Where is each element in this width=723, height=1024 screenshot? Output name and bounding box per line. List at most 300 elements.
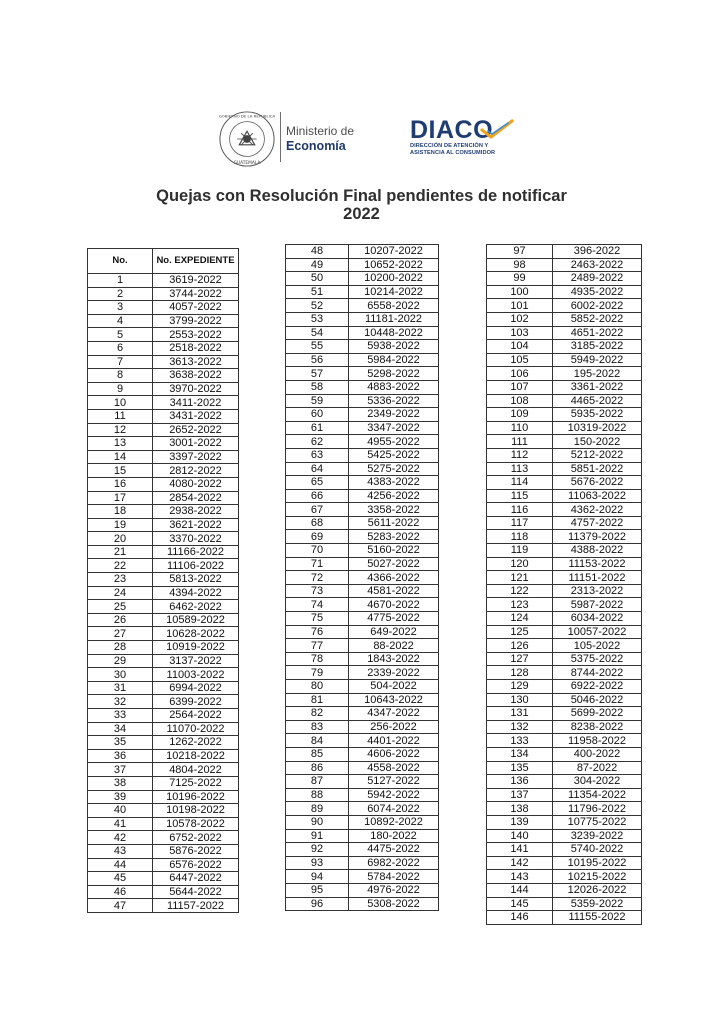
expediente-number: 10198-2022: [153, 804, 239, 818]
expediente-number: 3239-2022: [553, 829, 642, 843]
complaints-table-2: [285, 244, 439, 911]
table-row: [487, 299, 642, 313]
row-number: 70: [286, 544, 349, 558]
expediente-number: 6922-2022: [553, 680, 642, 694]
row-number: 98: [487, 258, 553, 272]
expediente-number: 11166-2022: [153, 545, 239, 559]
row-number: 77: [286, 639, 349, 653]
row-number: 134: [487, 747, 553, 761]
table-row: [487, 707, 642, 721]
expediente-number: 8744-2022: [553, 666, 642, 680]
table-row: [286, 829, 439, 843]
expediente-number: 5852-2022: [553, 312, 642, 326]
row-number: 68: [286, 516, 349, 530]
table-row: [487, 367, 642, 381]
row-number: 120: [487, 557, 553, 571]
expediente-number: 5212-2022: [553, 448, 642, 462]
table-row: [487, 775, 642, 789]
diaco-subtitle-1: DIRECCIÓN DE ATENCIÓN Y: [410, 143, 489, 149]
expediente-number: 2564-2022: [153, 709, 239, 723]
expediente-number: 3358-2022: [349, 503, 439, 517]
table-row: [88, 654, 239, 668]
table-row: [88, 341, 239, 355]
table-row: [487, 734, 642, 748]
expediente-number: 6558-2022: [349, 299, 439, 313]
row-number: 21: [88, 545, 153, 559]
row-number: 96: [286, 897, 349, 911]
expediente-number: 3638-2022: [153, 369, 239, 383]
ministry-logo: [286, 124, 354, 154]
diaco-logo: [410, 117, 520, 161]
ministry-line2: Economía: [286, 139, 346, 153]
expediente-number: 4465-2022: [553, 394, 642, 408]
row-number: 124: [487, 612, 553, 626]
expediente-number: 10643-2022: [349, 693, 439, 707]
expediente-number: 2938-2022: [153, 505, 239, 519]
table-row: [286, 747, 439, 761]
table-row: [487, 788, 642, 802]
expediente-number: 3799-2022: [153, 314, 239, 328]
table-row: [487, 489, 642, 503]
row-number: 95: [286, 883, 349, 897]
table-row: [286, 639, 439, 653]
table-row: [88, 872, 239, 886]
expediente-number: 10892-2022: [349, 815, 439, 829]
row-number: 69: [286, 530, 349, 544]
expediente-number: 4366-2022: [349, 571, 439, 585]
table-row: [88, 355, 239, 369]
expediente-number: 11796-2022: [553, 802, 642, 816]
table-row: [286, 584, 439, 598]
row-number: 100: [487, 285, 553, 299]
expediente-number: 10218-2022: [153, 749, 239, 763]
row-number: 61: [286, 421, 349, 435]
table-row: [88, 477, 239, 491]
row-number: 57: [286, 367, 349, 381]
expediente-number: 11153-2022: [553, 557, 642, 571]
table-row: [88, 627, 239, 641]
table-row: [88, 804, 239, 818]
table-row: [88, 437, 239, 451]
table-row: [88, 369, 239, 383]
expediente-number: 3411-2022: [153, 396, 239, 410]
row-number: 102: [487, 312, 553, 326]
expediente-number: 3621-2022: [153, 518, 239, 532]
svg-text:GUATEMALA: GUATEMALA: [233, 161, 261, 167]
expediente-number: 5938-2022: [349, 340, 439, 354]
row-number: 99: [487, 272, 553, 286]
expediente-number: 4757-2022: [553, 516, 642, 530]
expediente-number: 5283-2022: [349, 530, 439, 544]
row-number: 56: [286, 353, 349, 367]
expediente-number: 4383-2022: [349, 476, 439, 490]
expediente-number: 3185-2022: [553, 340, 642, 354]
table-row: [487, 557, 642, 571]
expediente-number: 4581-2022: [349, 584, 439, 598]
expediente-number: 5676-2022: [553, 476, 642, 490]
table-row: [286, 299, 439, 313]
table-row: [286, 272, 439, 286]
table-row: [487, 312, 642, 326]
table-row: [286, 571, 439, 585]
table-row: [88, 817, 239, 831]
table-row: [286, 707, 439, 721]
expediente-number: 5644-2022: [153, 885, 239, 899]
expediente-number: 10200-2022: [349, 272, 439, 286]
row-number: 41: [88, 817, 153, 831]
table-row: [286, 245, 439, 259]
expediente-number: 4401-2022: [349, 734, 439, 748]
expediente-number: 7125-2022: [153, 776, 239, 790]
row-number: 84: [286, 734, 349, 748]
document-title: Quejas con Resolución Final pendientes de notificar: [156, 187, 567, 205]
complaints-table-3: [486, 244, 642, 925]
table-row: [88, 749, 239, 763]
expediente-number: 5942-2022: [349, 788, 439, 802]
expediente-number: 10652-2022: [349, 258, 439, 272]
table-row: [286, 503, 439, 517]
row-number: 40: [88, 804, 153, 818]
row-number: 128: [487, 666, 553, 680]
expediente-number: 5046-2022: [553, 693, 642, 707]
row-number: 4: [88, 314, 153, 328]
row-number: 50: [286, 272, 349, 286]
row-number: 86: [286, 761, 349, 775]
table-row: [286, 870, 439, 884]
expediente-number: 5308-2022: [349, 897, 439, 911]
row-number: 45: [88, 872, 153, 886]
row-number: 24: [88, 586, 153, 600]
row-number: 103: [487, 326, 553, 340]
expediente-number: 504-2022: [349, 680, 439, 694]
expediente-number: 6994-2022: [153, 681, 239, 695]
row-number: 10: [88, 396, 153, 410]
row-number: 16: [88, 477, 153, 491]
expediente-number: 5784-2022: [349, 870, 439, 884]
table-row: [286, 448, 439, 462]
table-row: [487, 693, 642, 707]
row-number: 142: [487, 856, 553, 870]
row-number: 82: [286, 707, 349, 721]
expediente-number: 5611-2022: [349, 516, 439, 530]
expediente-number: 5160-2022: [349, 544, 439, 558]
row-number: 140: [487, 829, 553, 843]
table-row: [286, 775, 439, 789]
expediente-number: 4558-2022: [349, 761, 439, 775]
row-number: 136: [487, 775, 553, 789]
row-number: 74: [286, 598, 349, 612]
row-number: 87: [286, 775, 349, 789]
table-row: [286, 258, 439, 272]
row-number: 49: [286, 258, 349, 272]
row-number: 129: [487, 680, 553, 694]
row-number: 33: [88, 709, 153, 723]
row-number: 85: [286, 747, 349, 761]
expediente-number: 5298-2022: [349, 367, 439, 381]
row-number: 97: [487, 245, 553, 259]
table-row: [487, 883, 642, 897]
row-number: 28: [88, 641, 153, 655]
row-number: 2: [88, 287, 153, 301]
table-row: [88, 776, 239, 790]
row-number: 22: [88, 559, 153, 573]
table-row: [286, 489, 439, 503]
table-row: [88, 532, 239, 546]
expediente-number: 4775-2022: [349, 612, 439, 626]
table-row: [88, 885, 239, 899]
table-row: [88, 858, 239, 872]
table-row: [88, 722, 239, 736]
table-row: [487, 448, 642, 462]
expediente-number: 10448-2022: [349, 326, 439, 340]
expediente-number: 2812-2022: [153, 464, 239, 478]
row-number: 30: [88, 668, 153, 682]
row-number: 80: [286, 680, 349, 694]
expediente-number: 3744-2022: [153, 287, 239, 301]
row-number: 12: [88, 423, 153, 437]
row-number: 119: [487, 544, 553, 558]
table-row: [286, 883, 439, 897]
table-row: [88, 464, 239, 478]
expediente-number: 5359-2022: [553, 897, 642, 911]
row-number: 117: [487, 516, 553, 530]
table-row: [487, 326, 642, 340]
row-number: 126: [487, 639, 553, 653]
row-number: 11: [88, 409, 153, 423]
table-row: [487, 666, 642, 680]
document-year: 2022: [343, 205, 380, 223]
row-number: 6: [88, 341, 153, 355]
column-header-no: No.: [88, 249, 153, 274]
expediente-number: 4606-2022: [349, 747, 439, 761]
row-number: 143: [487, 870, 553, 884]
table-row: [487, 829, 642, 843]
expediente-number: 6399-2022: [153, 695, 239, 709]
expediente-number: 3431-2022: [153, 409, 239, 423]
expediente-number: 12026-2022: [553, 883, 642, 897]
table-row: [286, 612, 439, 626]
table-row: [88, 573, 239, 587]
table-row: [487, 272, 642, 286]
row-number: 144: [487, 883, 553, 897]
expediente-number: 2349-2022: [349, 408, 439, 422]
table-row: [286, 380, 439, 394]
table-row: [286, 367, 439, 381]
expediente-number: 4256-2022: [349, 489, 439, 503]
table-row: [487, 380, 642, 394]
expediente-number: 2463-2022: [553, 258, 642, 272]
table-row: [286, 530, 439, 544]
row-number: 20: [88, 532, 153, 546]
table-row: [88, 287, 239, 301]
table-row: [487, 421, 642, 435]
table-row: [286, 720, 439, 734]
row-number: 19: [88, 518, 153, 532]
table-row: [487, 544, 642, 558]
table-row: [487, 340, 642, 354]
table-row: [88, 328, 239, 342]
row-number: 23: [88, 573, 153, 587]
row-number: 63: [286, 448, 349, 462]
expediente-number: 4080-2022: [153, 477, 239, 491]
table-row: [88, 899, 239, 913]
expediente-number: 5876-2022: [153, 844, 239, 858]
table-row: [286, 340, 439, 354]
expediente-number: 4804-2022: [153, 763, 239, 777]
row-number: 17: [88, 491, 153, 505]
expediente-number: 180-2022: [349, 829, 439, 843]
table-row: [487, 897, 642, 911]
expediente-number: 10196-2022: [153, 790, 239, 804]
row-number: 37: [88, 763, 153, 777]
expediente-number: 11151-2022: [553, 571, 642, 585]
row-number: 116: [487, 503, 553, 517]
expediente-number: 1843-2022: [349, 652, 439, 666]
table-row: [286, 652, 439, 666]
row-number: 104: [487, 340, 553, 354]
row-number: 18: [88, 505, 153, 519]
row-number: 75: [286, 612, 349, 626]
expediente-number: 11379-2022: [553, 530, 642, 544]
expediente-number: 2313-2022: [553, 584, 642, 598]
table-row: [487, 516, 642, 530]
row-number: 26: [88, 613, 153, 627]
expediente-number: 8238-2022: [553, 720, 642, 734]
expediente-number: 6982-2022: [349, 856, 439, 870]
expediente-number: 5949-2022: [553, 353, 642, 367]
diaco-wordmark: DIACO: [410, 116, 494, 144]
table-row: [88, 831, 239, 845]
table-row: [286, 516, 439, 530]
row-number: 39: [88, 790, 153, 804]
table-row: [487, 353, 642, 367]
table-row: [88, 641, 239, 655]
table-row: [286, 421, 439, 435]
row-number: 29: [88, 654, 153, 668]
row-number: 72: [286, 571, 349, 585]
row-number: 62: [286, 435, 349, 449]
row-number: 13: [88, 437, 153, 451]
expediente-number: 11070-2022: [153, 722, 239, 736]
table-row: [88, 695, 239, 709]
row-number: 38: [88, 776, 153, 790]
table-row: [286, 693, 439, 707]
table-row: [286, 734, 439, 748]
expediente-number: 5935-2022: [553, 408, 642, 422]
row-number: 93: [286, 856, 349, 870]
expediente-number: 5699-2022: [553, 707, 642, 721]
table-row: [88, 505, 239, 519]
expediente-number: 3970-2022: [153, 382, 239, 396]
expediente-number: 150-2022: [553, 435, 642, 449]
expediente-number: 10214-2022: [349, 285, 439, 299]
row-number: 101: [487, 299, 553, 313]
row-number: 66: [286, 489, 349, 503]
ministry-line1: Ministerio de: [286, 124, 355, 138]
row-number: 123: [487, 598, 553, 612]
expediente-number: 4057-2022: [153, 301, 239, 315]
row-number: 46: [88, 885, 153, 899]
expediente-number: 400-2022: [553, 747, 642, 761]
table-row: [286, 788, 439, 802]
row-number: 114: [487, 476, 553, 490]
row-number: 9: [88, 382, 153, 396]
expediente-number: 6074-2022: [349, 802, 439, 816]
expediente-number: 5375-2022: [553, 652, 642, 666]
row-number: 47: [88, 899, 153, 913]
table-row: [88, 613, 239, 627]
table-row: [88, 586, 239, 600]
table-row: [88, 600, 239, 614]
expediente-number: 4955-2022: [349, 435, 439, 449]
expediente-number: 304-2022: [553, 775, 642, 789]
row-number: 112: [487, 448, 553, 462]
table-row: [487, 680, 642, 694]
expediente-number: 11354-2022: [553, 788, 642, 802]
expediente-number: 4670-2022: [349, 598, 439, 612]
table-row: [286, 843, 439, 857]
table-row: [286, 598, 439, 612]
expediente-number: 11958-2022: [553, 734, 642, 748]
row-number: 135: [487, 761, 553, 775]
row-number: 35: [88, 736, 153, 750]
row-number: 106: [487, 367, 553, 381]
table-row: [487, 584, 642, 598]
table-row: [286, 435, 439, 449]
row-number: 43: [88, 844, 153, 858]
expediente-number: 396-2022: [553, 245, 642, 259]
table-row: [286, 761, 439, 775]
table-row: [88, 681, 239, 695]
row-number: 44: [88, 858, 153, 872]
row-number: 121: [487, 571, 553, 585]
expediente-number: 10319-2022: [553, 421, 642, 435]
expediente-number: 5740-2022: [553, 843, 642, 857]
expediente-number: 3347-2022: [349, 421, 439, 435]
row-number: 125: [487, 625, 553, 639]
table-row: [88, 450, 239, 464]
expediente-number: 5984-2022: [349, 353, 439, 367]
table-row: [487, 462, 642, 476]
row-number: 105: [487, 353, 553, 367]
table-row: [487, 652, 642, 666]
expediente-number: 3619-2022: [153, 274, 239, 288]
row-number: 7: [88, 355, 153, 369]
table-row: [88, 844, 239, 858]
row-number: 5: [88, 328, 153, 342]
expediente-number: 11157-2022: [153, 899, 239, 913]
expediente-number: 11106-2022: [153, 559, 239, 573]
expediente-number: 10578-2022: [153, 817, 239, 831]
row-number: 90: [286, 815, 349, 829]
table-row: [286, 544, 439, 558]
row-number: 137: [487, 788, 553, 802]
row-number: 51: [286, 285, 349, 299]
svg-text:GOBIERNO DE LA REPÚBLICA: GOBIERNO DE LA REPÚBLICA: [218, 113, 276, 119]
expediente-number: 11155-2022: [553, 911, 642, 925]
expediente-number: 5987-2022: [553, 598, 642, 612]
row-number: 36: [88, 749, 153, 763]
row-number: 76: [286, 625, 349, 639]
row-number: 32: [88, 695, 153, 709]
table-row: [487, 843, 642, 857]
table-row: [286, 897, 439, 911]
expediente-number: 5425-2022: [349, 448, 439, 462]
table-row: [487, 435, 642, 449]
expediente-number: 87-2022: [553, 761, 642, 775]
table-row: [487, 530, 642, 544]
table-row: [286, 394, 439, 408]
